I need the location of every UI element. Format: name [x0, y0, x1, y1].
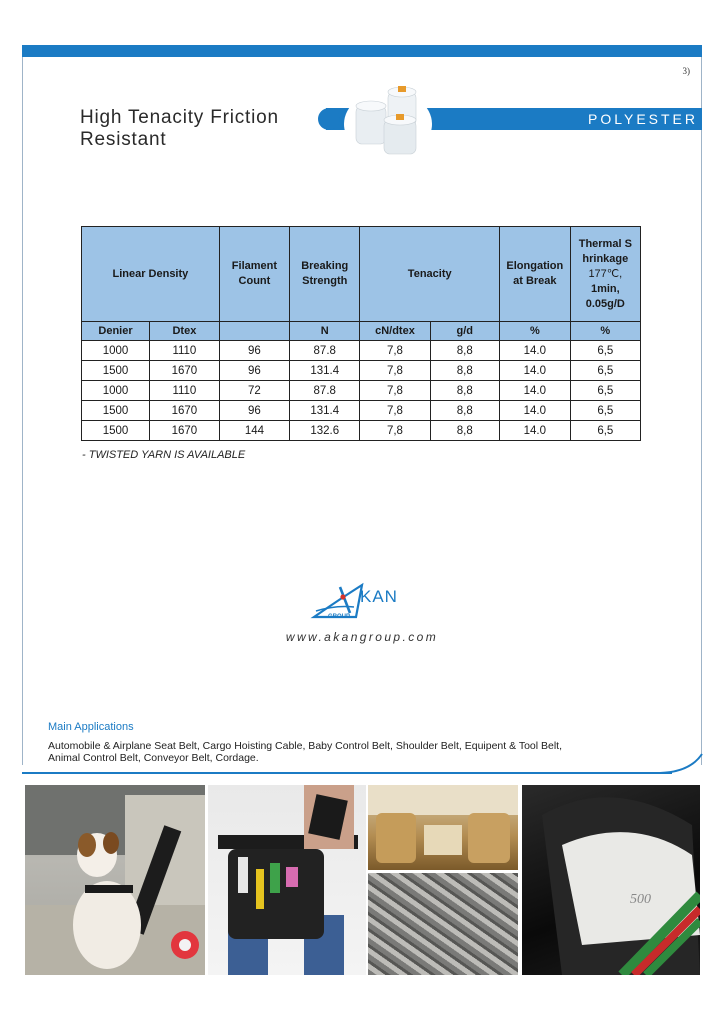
cell-tenacity-gd: 8,8: [430, 421, 499, 441]
cell-tenacity-cn: 7,8: [360, 361, 430, 381]
title-line-2: Resistant: [80, 129, 167, 150]
applications-title: Main Applications: [48, 721, 134, 733]
twisted-yarn-note: - TWISTED YARN IS AVAILABLE: [82, 449, 246, 461]
cell-thermal: 6,5: [570, 421, 640, 441]
cell-filament: 96: [219, 361, 289, 381]
thermal-line-3: 177℃,: [588, 267, 623, 280]
top-accent-bar: [22, 45, 702, 57]
cell-tenacity-gd: 8,8: [430, 401, 499, 421]
thermal-line-2: hrinkage: [582, 252, 629, 265]
cell-denier: 1000: [82, 341, 150, 361]
cell-tenacity-cn: 7,8: [360, 341, 430, 361]
cell-tenacity-gd: 8,8: [430, 361, 499, 381]
sub-filament: [219, 322, 289, 341]
cell-elongation: 14.0: [500, 381, 571, 401]
cell-dtex: 1670: [150, 361, 220, 381]
cordage-photo: [368, 873, 518, 975]
table-row: [82, 381, 641, 401]
yarn-spools-image: [342, 80, 434, 160]
bottom-divider: [22, 772, 672, 774]
sub-tenacity-gd: g/d: [430, 322, 499, 341]
svg-text:500: 500: [630, 892, 651, 907]
cell-breaking: 87.8: [290, 341, 360, 361]
cell-thermal: 6,5: [570, 401, 640, 421]
cell-elongation: 14.0: [500, 341, 571, 361]
dog-seat-belt-photo: [25, 785, 205, 975]
cell-thermal: 6,5: [570, 381, 640, 401]
cell-tenacity-cn: 7,8: [360, 401, 430, 421]
car-seat-belt-photo: [522, 785, 700, 975]
cell-denier: 1500: [82, 361, 150, 381]
spec-table: [81, 226, 641, 441]
cell-dtex: 1670: [150, 421, 220, 441]
sub-denier: Denier: [82, 322, 150, 341]
sub-tenacity-cn: cN/dtex: [360, 322, 430, 341]
cell-dtex: 1670: [150, 401, 220, 421]
tool-belt-photo: [208, 785, 366, 975]
website-url[interactable]: www.akangroup.com: [285, 630, 439, 644]
cell-breaking: 132.6: [290, 421, 360, 441]
applications-line-2: Animal Control Belt, Conveyor Belt, Cordage.: [48, 752, 259, 764]
sub-elongation-unit: %: [500, 322, 571, 341]
table-row: [82, 401, 641, 421]
cell-filament: 72: [219, 381, 289, 401]
table-row: [82, 361, 641, 381]
sub-breaking-unit: N: [290, 322, 360, 341]
cell-elongation: 14.0: [500, 421, 571, 441]
cell-filament: 96: [219, 341, 289, 361]
svg-text:GROUP: GROUP: [328, 614, 351, 620]
cell-filament: 96: [219, 401, 289, 421]
cell-tenacity-cn: 7,8: [360, 381, 430, 401]
col-breaking-strength: Breaking Strength: [290, 227, 360, 322]
cell-dtex: 1110: [150, 341, 220, 361]
cell-denier: 1500: [82, 401, 150, 421]
banner-dot: [318, 108, 340, 130]
table-row: [82, 341, 641, 361]
page-number: 3): [682, 66, 690, 76]
category-label: POLYESTER: [588, 111, 698, 127]
applications-text: [48, 740, 648, 764]
svg-text:KAN: KAN: [360, 587, 398, 606]
thermal-line-1: Thermal S: [578, 237, 632, 250]
cell-breaking: 131.4: [290, 401, 360, 421]
cell-thermal: 6,5: [570, 341, 640, 361]
divider-curve: [660, 752, 704, 774]
table-row: [82, 421, 641, 441]
cell-tenacity-gd: 8,8: [430, 381, 499, 401]
jet-interior-photo: [368, 785, 518, 870]
sub-dtex: Dtex: [150, 322, 220, 341]
applications-line-1: Automobile & Airplane Seat Belt, Cargo Hoisting Cable, Baby Control Belt, Shoulder Belt, Equipent & Tool Belt,: [48, 740, 563, 752]
page-title: [80, 107, 330, 151]
akan-group-logo: [310, 577, 420, 623]
col-tenacity: Tenacity: [360, 227, 500, 322]
col-thermal-shrinkage: [570, 227, 640, 322]
col-linear-density: Linear Density: [82, 227, 220, 322]
cell-breaking: 131.4: [290, 361, 360, 381]
col-elongation: Elongation at Break: [500, 227, 571, 322]
thermal-line-5: 0.05g/D: [585, 297, 625, 310]
cell-breaking: 87.8: [290, 381, 360, 401]
thermal-line-4: 1min,: [590, 282, 620, 295]
cell-tenacity-cn: 7,8: [360, 421, 430, 441]
cell-elongation: 14.0: [500, 361, 571, 381]
cell-elongation: 14.0: [500, 401, 571, 421]
cell-tenacity-gd: 8,8: [430, 341, 499, 361]
cell-dtex: 1110: [150, 381, 220, 401]
title-line-1: High Tenacity Friction: [80, 107, 279, 128]
cell-denier: 1000: [82, 381, 150, 401]
cell-thermal: 6,5: [570, 361, 640, 381]
cell-denier: 1500: [82, 421, 150, 441]
col-filament-count: Filament Count: [219, 227, 289, 322]
cell-filament: 144: [219, 421, 289, 441]
sub-thermal-unit: %: [570, 322, 640, 341]
